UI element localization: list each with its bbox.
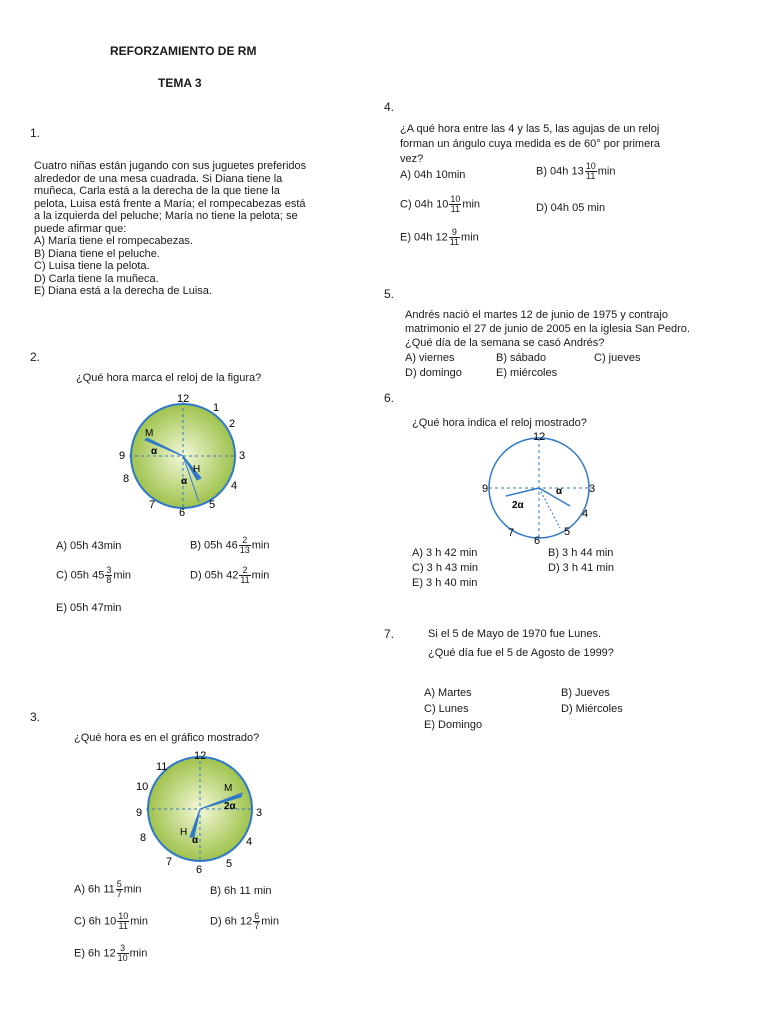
page-subtitle: TEMA 3 — [158, 76, 202, 90]
clock-number: 1 — [213, 402, 220, 414]
q4-option-c: C) 04h 10 $\frac{10}{11}$ min — [400, 194, 481, 214]
q1-option-b: B) Diana tiene el peluche. — [34, 247, 160, 260]
q3-option-d: D) 6h 12 $\frac{6}{7}$ min — [210, 911, 279, 931]
q5-option-b: B) sábado — [496, 352, 547, 364]
q6-option-a: A) 3 h 42 min — [412, 547, 478, 559]
clock-number: 4 — [582, 508, 589, 520]
question-5-text — [405, 308, 690, 350]
question-3-clock — [132, 745, 272, 875]
q7-option-a: A) Martes — [424, 687, 472, 699]
clock-number: 4 — [231, 480, 238, 492]
question-7-number: 7. — [384, 627, 395, 641]
q2-option-e: E) 05h 47min — [56, 602, 122, 614]
q4-option-a: A) 04h 10min — [400, 169, 466, 181]
question-2-clock — [115, 390, 255, 520]
alpha-label: α — [556, 486, 563, 497]
clock-number: 6 — [179, 507, 186, 519]
question-7-line-1: Si el 5 de Mayo de 1970 fue Lunes. — [428, 628, 602, 640]
q7-option-c: C) Lunes — [424, 703, 469, 715]
q4-line: vez? — [400, 153, 424, 165]
alpha-label: α — [181, 476, 188, 487]
minute-label: M — [145, 428, 154, 439]
q1-option-a: A) María tiene el rompecabezas. — [34, 235, 193, 247]
question-3-number: 3. — [30, 710, 41, 724]
alpha-label: α — [192, 835, 199, 846]
clock-number: 7 — [149, 499, 156, 511]
clock-number: 11 — [156, 761, 168, 773]
clock-number: 12 — [177, 393, 190, 405]
q5-line: Andrés nació el martes 12 de junio de 1975 y contrajo — [405, 309, 668, 321]
q4-option-b: B) 04h 13 $\frac{10}{11}$ min — [536, 161, 616, 181]
clock-number: 5 — [564, 526, 571, 538]
page-title: REFORZAMIENTO DE RM — [110, 44, 257, 58]
q5-line: ¿Qué día de la semana se casó Andrés? — [405, 337, 605, 349]
clock-number: 9 — [482, 483, 489, 495]
q7-option-e: E) Domingo — [424, 719, 483, 731]
alpha-label: α — [151, 446, 158, 457]
clock-number: 12 — [533, 431, 546, 443]
q2-option-c: C) 05h 45 $\frac{3}{8}$ min — [56, 565, 132, 585]
q1-option-c: C) Luisa tiene la pelota. — [34, 260, 150, 272]
q7-option-d: D) Miércoles — [561, 703, 623, 715]
q1-option-e: E) Diana está a la derecha de Luisa. — [34, 285, 212, 297]
q6-option-c: C) 3 h 43 min — [412, 562, 479, 574]
q2-option-b: B) 05h 46 $\frac{2}{13}$ min — [190, 535, 270, 555]
hour-label: H — [193, 464, 201, 475]
clock-number: 2 — [229, 418, 236, 430]
q3-option-a: A) 6h 11 $\frac{5}{7}$ min — [74, 879, 142, 899]
q1-line: puede afirmar que: — [34, 222, 127, 235]
question-7-line-2: ¿Qué día fue el 5 de Agosto de 1999? — [428, 647, 614, 659]
q1-line: a la izquierda del peluche; María no tiene la pelota; se — [34, 210, 298, 222]
q2-option-d: D) 05h 42 $\frac{2}{11}$ min — [190, 565, 270, 585]
q1-line: alrededor de una mesa cuadrada. Si Diana tiene la — [34, 172, 283, 185]
clock-number: 10 — [136, 781, 149, 793]
q1-line: Cuatro niñas están jugando con sus juguetes preferidos — [34, 160, 307, 172]
clock-number: 8 — [123, 473, 130, 485]
q3-option-c: C) 6h 10 $\frac{10}{11}$ min — [74, 911, 148, 931]
clock-number: 8 — [140, 832, 147, 844]
q6-option-b: B) 3 h 44 min — [548, 547, 614, 559]
q4-option-e: E) 04h 12 $\frac{9}{11}$ min — [400, 227, 479, 247]
question-4-text — [400, 122, 660, 167]
question-4-number: 4. — [384, 100, 395, 114]
question-6-number: 6. — [384, 391, 395, 405]
clock-number: 3 — [256, 807, 263, 819]
clock-number: 6 — [196, 864, 203, 875]
question-6-text: ¿Qué hora indica el reloj mostrado? — [412, 417, 587, 429]
hour-label: H — [180, 827, 188, 838]
q4-line: forman un ángulo cuya medida es de 60° por primera — [400, 138, 660, 150]
clock-number: 3 — [589, 483, 596, 495]
q5-option-a: A) viernes — [405, 352, 455, 364]
clock-number: 9 — [136, 807, 143, 819]
q4-line: ¿A qué hora entre las 4 y las 5, las agujas de un reloj — [400, 123, 660, 135]
q4-option-d: D) 04h 05 min — [536, 202, 606, 214]
clock-number: 5 — [209, 499, 216, 511]
question-1-number: 1. — [30, 126, 41, 140]
q5-option-e: E) miércoles — [496, 367, 558, 379]
question-2-text: ¿Qué hora marca el reloj de la figura? — [76, 372, 262, 384]
q1-line: pelota, Luisa está frente a María; el rompecabezas está — [34, 197, 306, 210]
clock-number: 12 — [194, 750, 207, 762]
clock-number: 7 — [508, 527, 515, 539]
question-5-number: 5. — [384, 287, 395, 301]
clock-number: 5 — [226, 858, 233, 870]
clock-number: 9 — [119, 450, 126, 462]
minute-label: M — [224, 783, 233, 794]
question-6-clock — [478, 428, 608, 548]
q6-option-d: D) 3 h 41 min — [548, 562, 615, 574]
q6-option-e: E) 3 h 40 min — [412, 577, 478, 589]
question-1-text — [34, 160, 306, 298]
q3-option-b: B) 6h 11 min — [210, 885, 272, 897]
q1-line: muñeca, Carla está a la derecha de la que tiene la — [34, 185, 280, 197]
two-alpha-label: 2α — [512, 500, 524, 511]
q5-line: matrimonio el 27 de junio de 2005 en la iglesia San Pedro. — [405, 323, 690, 335]
q2-option-a: A) 05h 43min — [56, 540, 122, 552]
two-alpha-label: 2α — [224, 801, 236, 812]
question-2-number: 2. — [30, 350, 41, 364]
q5-option-d: D) domingo — [405, 367, 462, 379]
clock-number: 6 — [534, 535, 541, 547]
clock-number: 3 — [239, 450, 246, 462]
clock-number: 4 — [246, 836, 253, 848]
q3-option-e: E) 6h 12 $\frac{3}{10}$ min — [74, 943, 148, 963]
q7-option-b: B) Jueves — [561, 687, 610, 699]
q1-option-d: D) Carla tiene la muñeca. — [34, 272, 159, 285]
q5-option-c: C) jueves — [594, 352, 641, 364]
question-3-text: ¿Qué hora es en el gráfico mostrado? — [74, 732, 260, 744]
clock-number: 7 — [166, 856, 173, 868]
